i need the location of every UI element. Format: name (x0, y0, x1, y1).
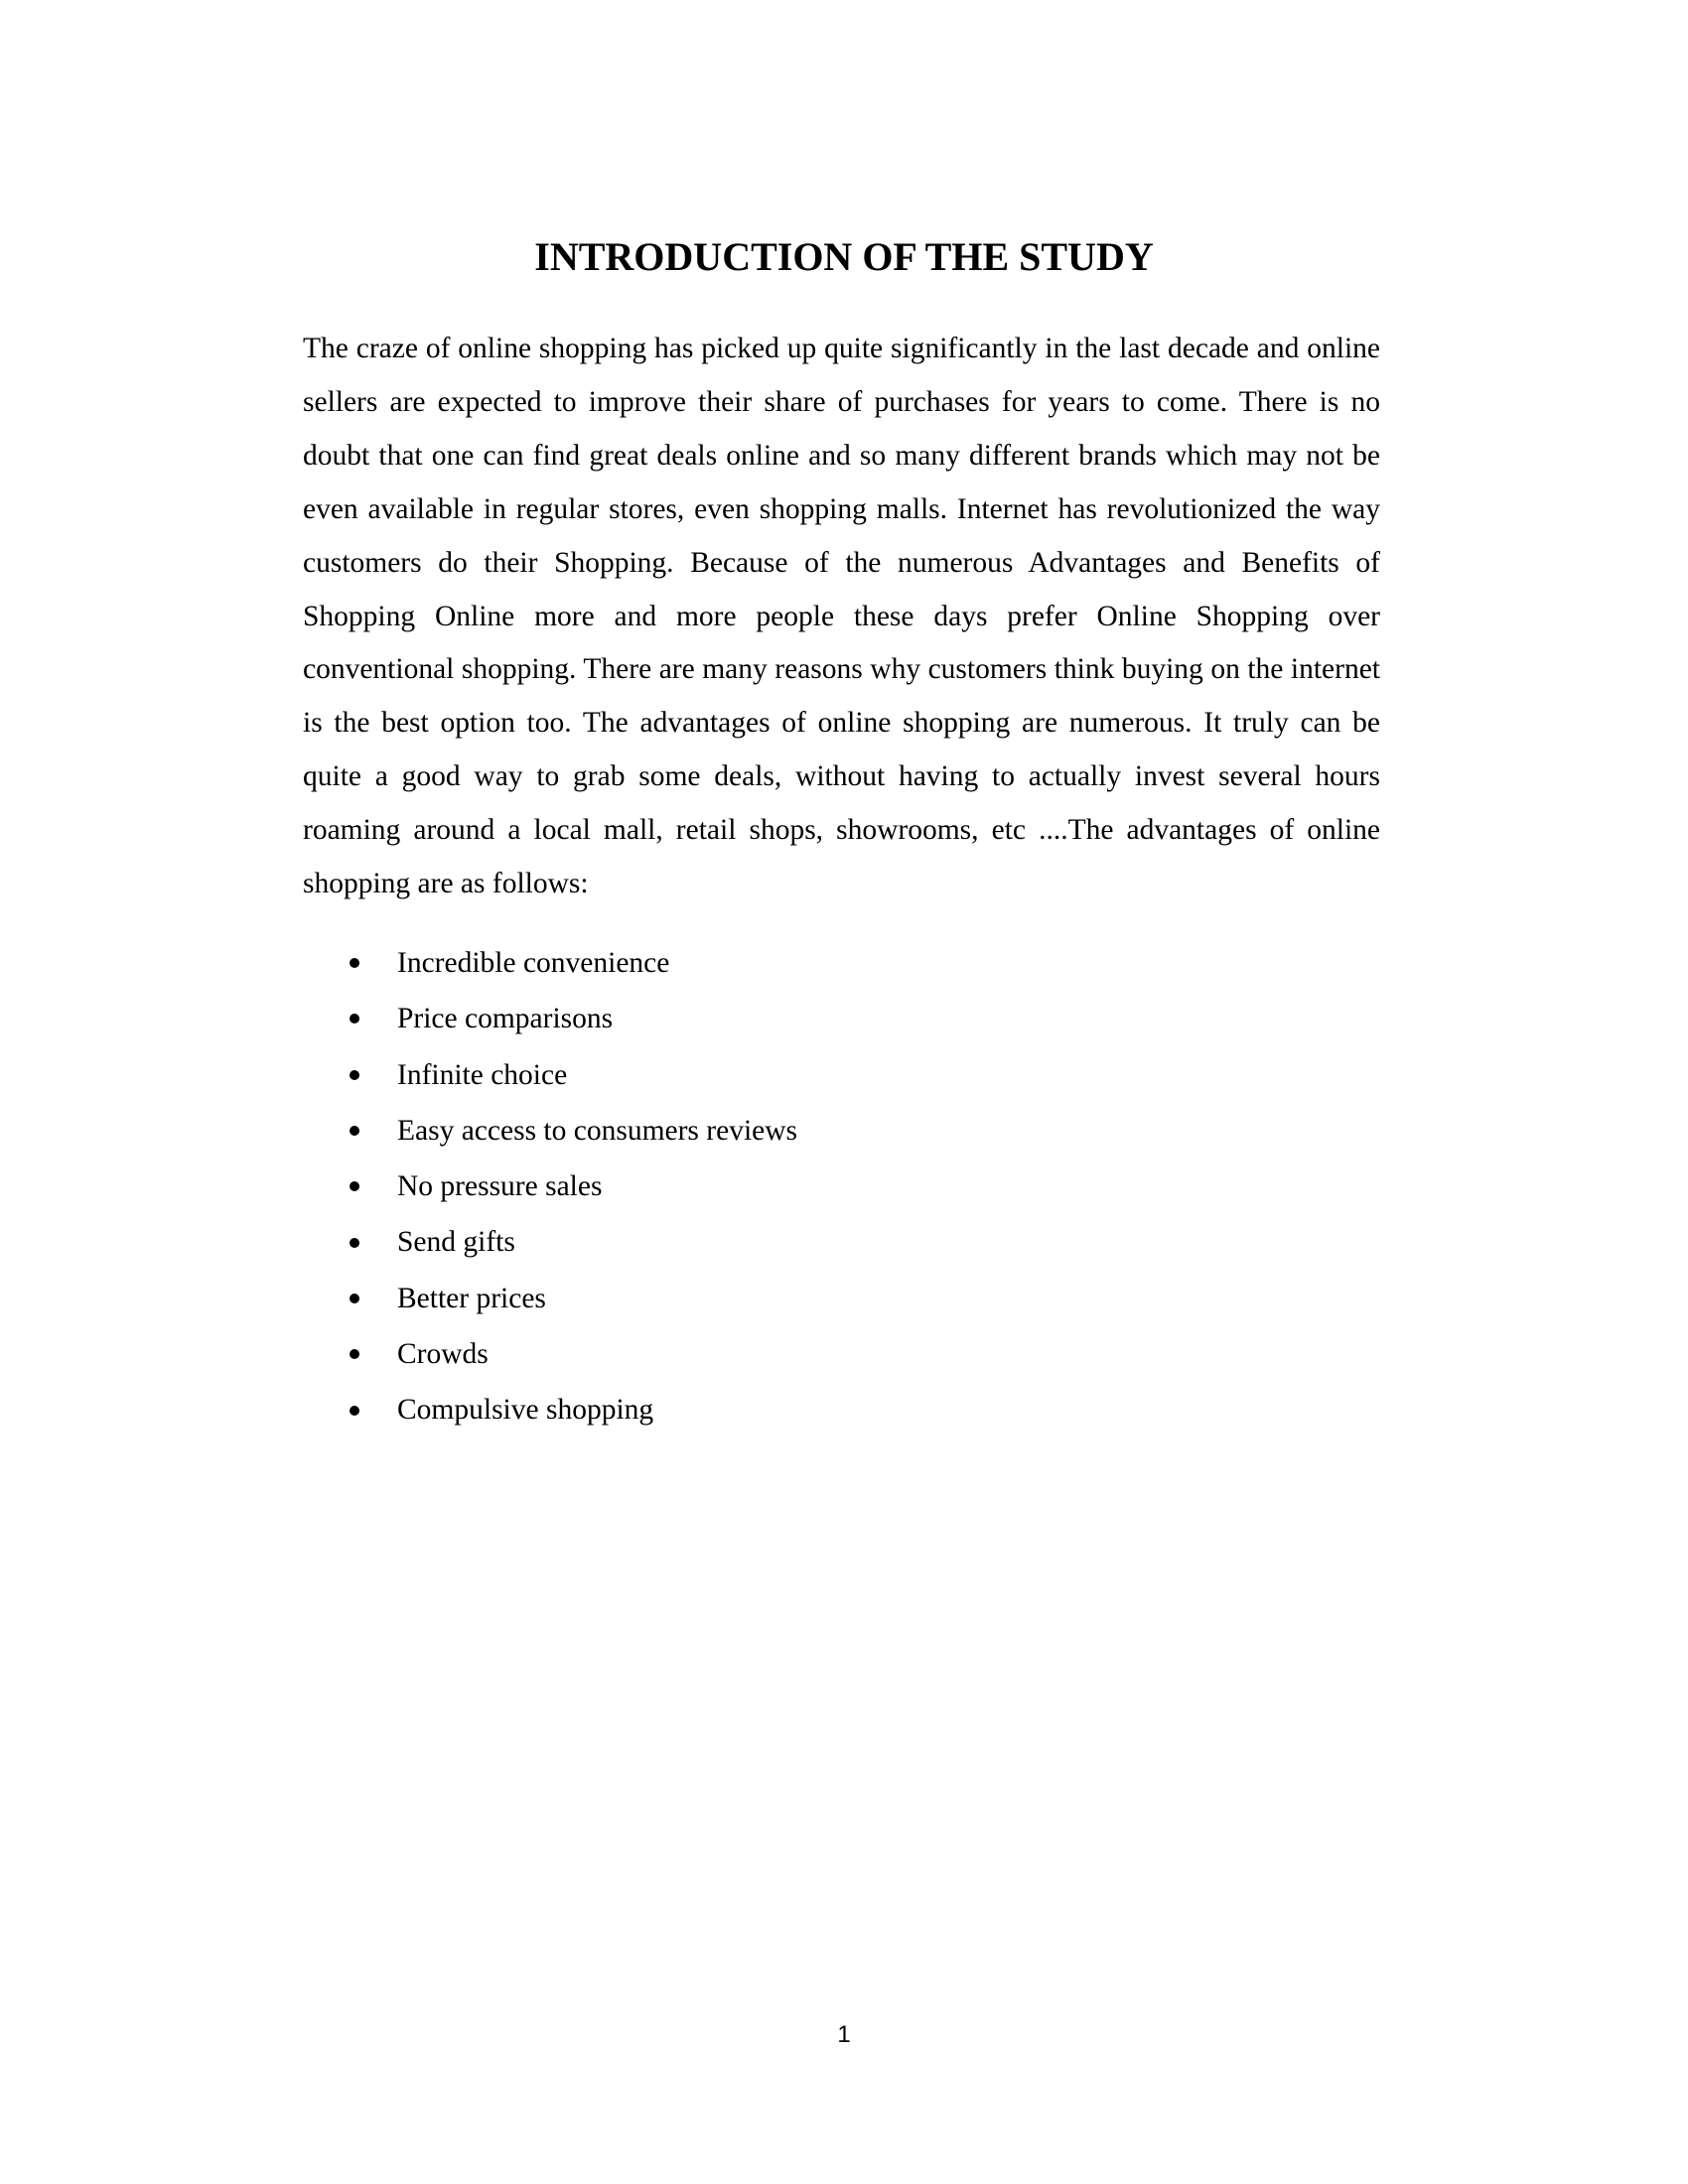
list-item-text: Crowds (397, 1338, 489, 1371)
bullet-icon (350, 1294, 359, 1303)
page-number: 1 (837, 2021, 851, 2048)
bullet-icon (350, 1014, 359, 1024)
bullet-icon (350, 1126, 359, 1136)
page-title: INTRODUCTION OF THE STUDY (534, 234, 1154, 279)
list-item-text: No pressure sales (397, 1170, 603, 1203)
list-item-text: Compulsive shopping (397, 1394, 654, 1427)
list-item-text: Price comparisons (397, 1003, 614, 1035)
list-item (350, 1326, 797, 1382)
list-item (350, 1382, 797, 1437)
bullet-icon (350, 958, 359, 968)
list-item (350, 1159, 797, 1214)
list-item (350, 1103, 797, 1159)
bullet-icon (350, 1238, 359, 1248)
intro-paragraph: The craze of online shopping has picked up quite significantly in the last decade and online sellers are expected to improve their share of purchases for years to come. There is no doubt that one can find great deals online and so many different brands which may not be even available in regular stores, even shopping malls. Internet has revolutionized the way customers do their Shopping. Because of the numerous Advantages and Benefits of Shopping Online more and more people these days prefer Online Shopping over conventional shopping. There are many reasons why customers think buying on the internet is the best option too. The advantages of online shopping are numerous. It truly can be quite a good way to grab some deals, without having to actually invest several hours roaming around a local mall, retail shops, showrooms, etc ....The advantages of online shopping are as follows: (303, 333, 1380, 900)
list-item (350, 991, 797, 1046)
bullet-icon (350, 1349, 359, 1359)
list-item-text: Easy access to consumers reviews (397, 1114, 798, 1147)
bullet-icon (350, 1181, 359, 1191)
list-item-text: Infinite choice (397, 1058, 568, 1091)
bullet-icon (350, 1406, 359, 1416)
list-item (350, 935, 797, 991)
list-item-text: Send gifts (397, 1226, 515, 1259)
list-item (350, 1047, 797, 1103)
list-item-text: Better prices (397, 1282, 546, 1314)
list-item (350, 1271, 797, 1326)
list-item-text: Incredible convenience (397, 947, 670, 979)
list-item (350, 1214, 797, 1270)
bullet-icon (350, 1070, 359, 1080)
advantages-list (350, 935, 797, 1438)
